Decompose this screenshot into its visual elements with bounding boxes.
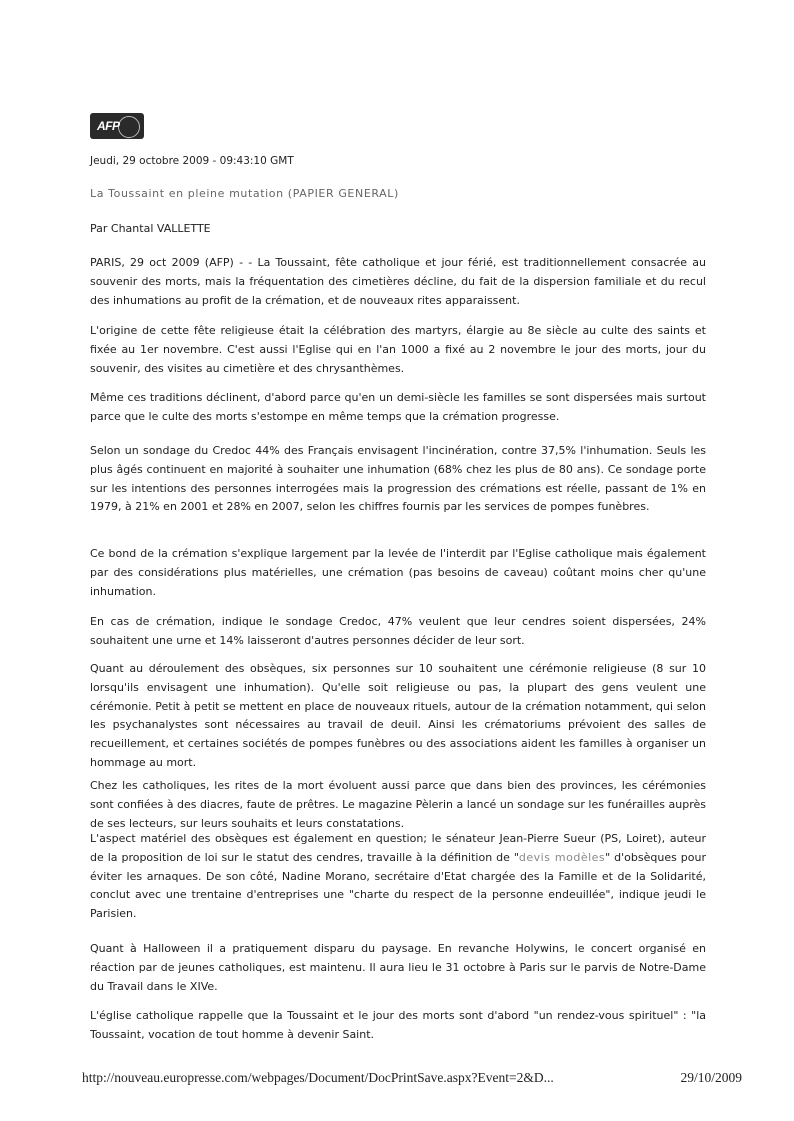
article-title: La Toussaint en pleine mutation (PAPIER GENERAL)	[90, 187, 399, 200]
byline: Par Chantal VALLETTE	[90, 222, 211, 235]
paragraph-origin: L'origine de cette fête religieuse était la célébration des martyrs, élargie au 8e siècle au culte des saints et fixée au 1er novembre. C'est aussi l'Eglise qui en l'an 1000 a fixé au 2 novembre le jour des morts, jour du souvenir, des visites au cimetière et des chrysanthèmes.	[90, 324, 706, 375]
dateline: Jeudi, 29 octobre 2009 - 09:43:10 GMT	[90, 155, 294, 167]
paragraph-intro: PARIS, 29 oct 2009 (AFP) - - La Toussaint, fête catholique et jour férié, est traditionnellement consacrée au souvenir des morts, mais la fréquentation des cimetières décline, du fait de la dispersion familiale et du recul des inhumations au profit de la crémation, et de nouveaux rites apparaissent.	[90, 256, 706, 307]
paragraph-material-start: L'aspect matériel des obsèques est également en question; le sénateur Jean-Pierre Sueur (PS, Loiret), auteur de la proposition de loi sur le statut des cendres, travaille à la définition de "	[90, 832, 706, 864]
paragraph-decline: Même ces traditions déclinent, d'abord parce qu'en un demi-siècle les familles se sont dispersées mais surtout parce que le culte des morts s'estompe en même temps que la crémation progresse.	[90, 391, 706, 423]
afp-logo	[90, 113, 144, 141]
faded-phrase: devis modèles	[518, 850, 606, 864]
footer-url: http://nouveau.europresse.com/webpages/Document/DocPrintSave.aspx?Event=2&D...	[82, 1070, 554, 1085]
paragraph-halloween: Quant à Halloween il a pratiquement disparu du paysage. En revanche Holywins, le concert organisé en réaction par de jeunes catholiques, est maintenu. Il aura lieu le 31 octobre à Paris sur le parvis de Notre-Dame du Travail dans le XIVe.	[90, 942, 706, 993]
paragraph-survey: Selon un sondage du Credoc 44% des Français envisagent l'incinération, contre 37,5% l'inhumation. Seuls les plus âgés continuent en majorité à souhaiter une inhumation (68% chez les plus de 80 ans). Ce sondage porte sur les intentions des personnes interrogées mais la progression des crémations est réelle, passant de 1% en 1979, à 21% en 2001 et 28% en 2007, selon les chiffres fournis par les services de pompes funèbres.	[90, 444, 706, 514]
paragraph-material-end: " d'obsèques pour éviter les arnaques. De son côté, Nadine Morano, secrétaire d'Etat chargée des la Famille et de la Solidarité, conclut avec une trentaine d'entreprises une "charte du respect de la personne endeuillée", indique jeudi le Parisien.	[90, 850, 707, 921]
paragraph-catholics: Chez les catholiques, les rites de la mort évoluent aussi parce que dans bien des provinces, les cérémonies sont confiées à des diacres, faute de prêtres. Le magazine Pèlerin a lancé un sondage sur les funérailles auprès de ses lecteurs, sur leurs souhaits et leurs constatations.	[90, 779, 706, 830]
paragraph-ashes: En cas de crémation, indique le sondage Credoc, 47% veulent que leur cendres soient dispersées, 24% souhaitent une urne et 14% laisseront d'autres personnes décider de leur sort.	[90, 615, 706, 647]
logo-text: AFP	[97, 119, 120, 133]
paragraph-ceremonies: Quant au déroulement des obsèques, six personnes sur 10 souhaitent une cérémonie religieuse (8 sur 10 lorsqu'ils envisagent une inhumation). Qu'elle soit religieuse ou pas, la plupart des gens veulent une cérémonie. Petit à petit se mettent en place de nouveaux rituels, autour de la crémation notamment, qui selon les psychanalystes sont nécessaires au travail de deuil. Ainsi les crématoriums prévoient des salles de recueillement, et certaines sociétés de pompes funèbres ou des associations aident les familles à organiser un hommage au mort.	[90, 662, 706, 769]
footer-date: 29/10/2009	[680, 1070, 742, 1085]
paragraph-cremation: Ce bond de la crémation s'explique largement par la levée de l'interdit par l'Eglise catholique mais également par des considérations plus matérielles, une crémation (pas besoins de caveau) coûtant moins cher qu'une inhumation.	[90, 547, 706, 598]
globe-icon	[118, 116, 140, 138]
paragraph-material	[90, 830, 706, 924]
paragraph-conclusion: L'église catholique rappelle que la Toussaint et le jour des morts sont d'abord "un rendez-vous spirituel" : "la Toussaint, vocation de tout homme à devenir Saint.	[90, 1009, 706, 1041]
